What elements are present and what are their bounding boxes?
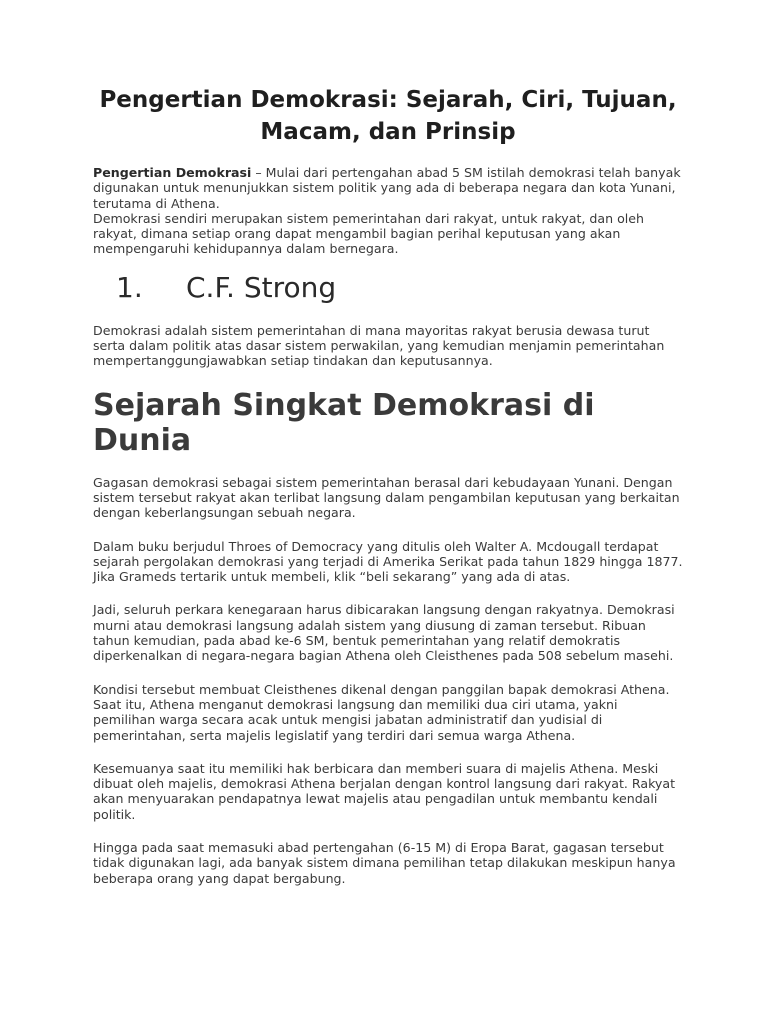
document-page	[93, 84, 683, 886]
section-paragraph: Dalam buku berjudul Throes of Democracy yang ditulis oleh Walter A. Mcdougall terdapat sejarah pergolakan demokrasi yang terjadi di Amerika Serikat pada tahun 1829 hingga 1877. Jika Grameds tertarik untuk membeli, klik “beli sekarang” yang ada di atas.	[93, 538, 683, 585]
list-number: 1.	[116, 270, 143, 304]
intro-second-paragraph: Demokrasi sendiri merupakan sistem pemerintahan dari rakyat, untuk rakyat, dan oleh rakyat, dimana setiap orang dapat mengambil bagian perihal keputusan yang akan mempengaruhi kehidupannya dalam bernegara.	[93, 210, 645, 257]
section-paragraph: Kesemuanya saat itu memiliki hak berbicara dan memberi suara di majelis Athena. Meski dibuat oleh majelis, demokrasi Athena berjalan dengan kontrol langsung dari rakyat. Rakyat akan menyuarakan pendapatnya lewat majelis atau pengadilan untuk membantu kendali politik.	[93, 760, 676, 822]
section-paragraph: Gagasan demokrasi sebagai sistem pemerintahan berasal dari kebudayaan Yunani. Dengan sistem tersebut rakyat akan terlibat langsung dalam pengambilan keputusan yang berkaitan dengan keberlangsungan sebuah negara.	[93, 474, 680, 521]
section-paragraph: Kondisi tersebut membuat Cleisthenes dikenal dengan panggilan bapak demokrasi Athena. Saat itu, Athena menganut demokrasi langsung dan memiliki dua ciri utama, yakni pemilihan warga secara acak untuk mengisi jabatan administratif dan yudisial di pemerintahan, serta majelis legislatif yang terdiri dari semua warga Athena.	[93, 681, 670, 743]
intro-lead-rest: – Mulai dari pertengahan abad 5 SM istilah demokrasi telah banyak digunakan untuk menunjukkan sistem politik yang ada di beberapa negara dan kota Yunani, terutama di Athena.	[93, 165, 681, 211]
section-paragraph: Jadi, seluruh perkara kenegaraan harus dibicarakan langsung dengan rakyatnya. Demokrasi murni atau demokrasi langsung adalah sistem yang diusung di zaman tersebut. Ribuan tahun kemudian, pada abad ke-6 SM, bentuk pemerintahan yang relatif demokratis diperkenalkan di negara-negara bagian Athena oleh Cleisthenes pada 508 sebelum masehi.	[93, 602, 675, 664]
intro-bold-lead: Pengertian Demokrasi	[93, 165, 252, 180]
numbered-heading	[93, 271, 683, 305]
intro-paragraph	[93, 165, 683, 211]
strong-definition-paragraph: Demokrasi adalah sistem pemerintahan di mana mayoritas rakyat berusia dewasa turut serta dalam politik atas dasar sistem perwakilan, yang kemudian menjamin pemerintahan mempertanggungjawabkan setiap tindakan dan keputusannya.	[93, 322, 665, 369]
section-paragraph: Hingga pada saat memasuki abad pertengahan (6-15 M) di Eropa Barat, gagasan tersebut tidak digunakan lagi, ada banyak sistem dimana pemilihan tetap dilakukan meskipun hanya beberapa orang yang dapat bergabung.	[93, 840, 676, 886]
list-label: C.F. Strong	[186, 270, 337, 304]
section-heading: Sejarah Singkat Demokrasi di Dunia	[93, 387, 595, 458]
document-title: Pengertian Demokrasi: Sejarah, Ciri, Tujuan, Macam, dan Prinsip	[99, 87, 677, 145]
